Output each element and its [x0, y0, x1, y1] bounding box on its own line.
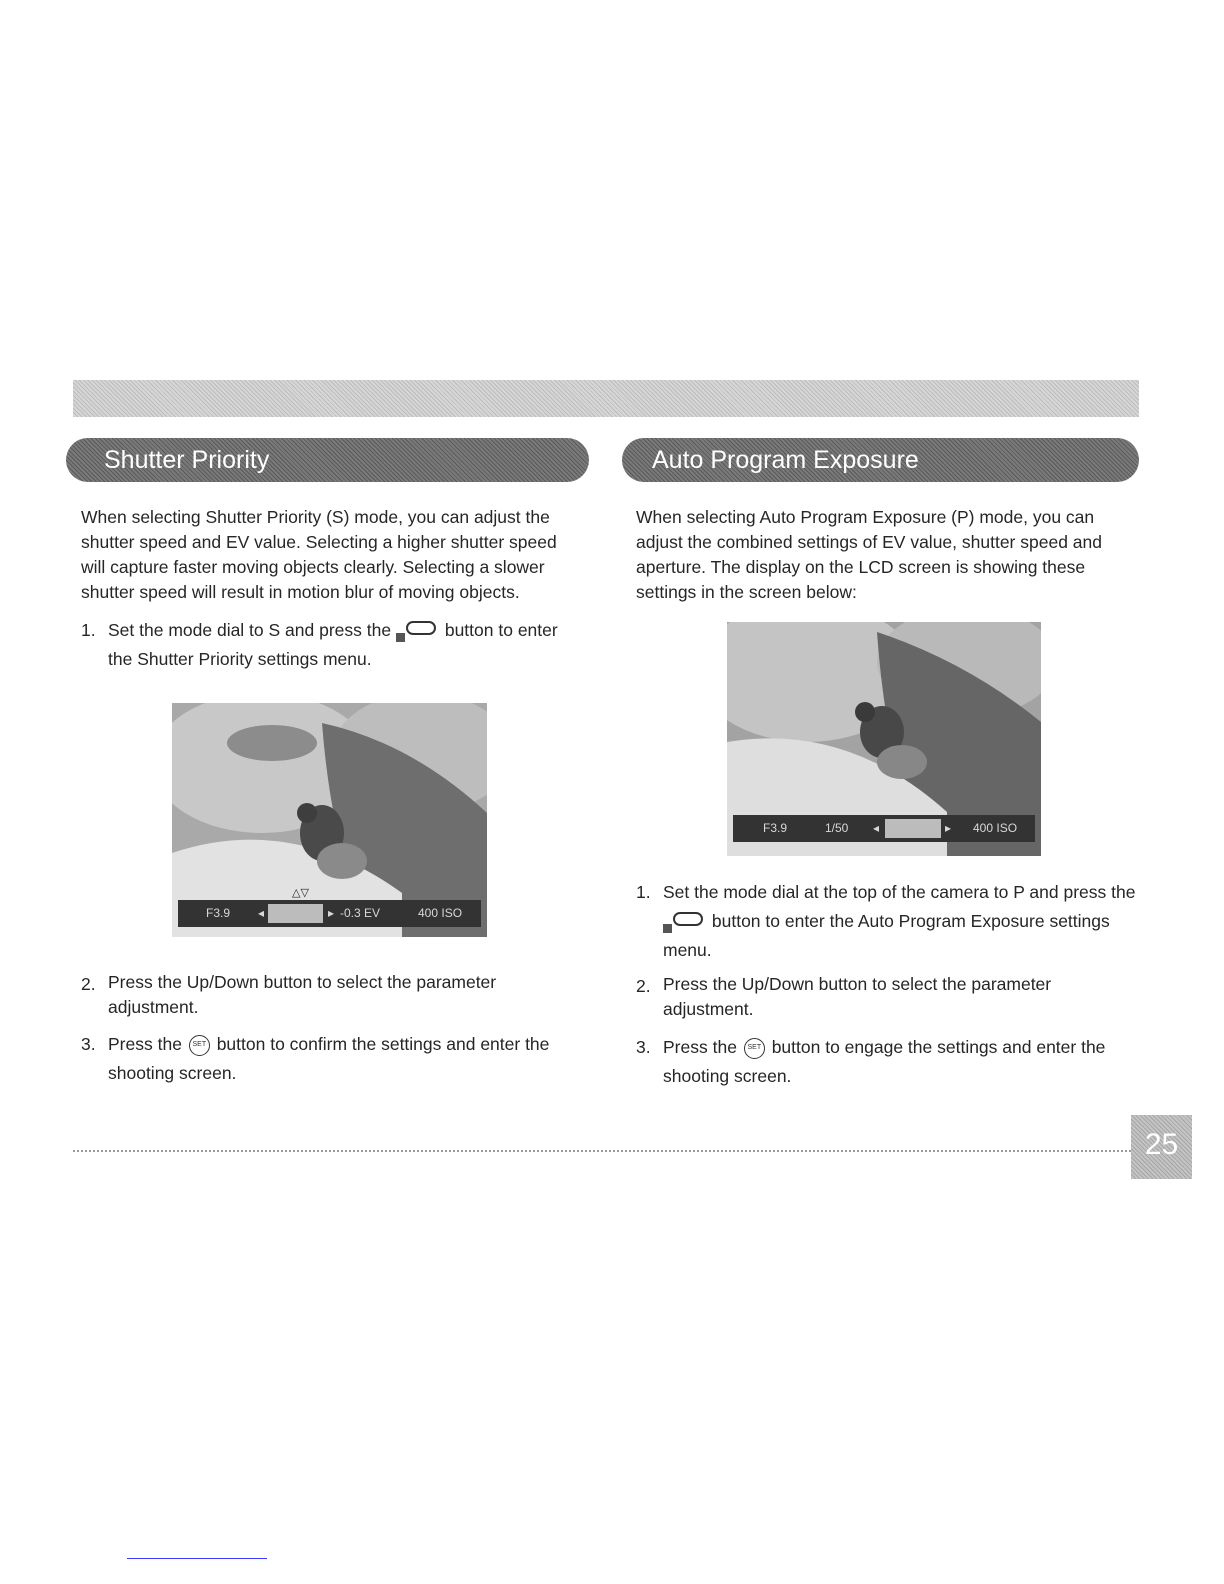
step-text: button to confirm the settings and enter the shooting screen. [108, 1034, 550, 1083]
step-text: Press the Up/Down button to select the parameter adjustment. [108, 972, 497, 1017]
step-number: 3. [81, 1034, 96, 1054]
aperture-value: F3.9 [763, 821, 788, 835]
step-text: Set the mode dial to S and press the [108, 620, 392, 640]
right-arrow-icon: ▸ [328, 906, 335, 920]
step-text: Set the mode dial at the top of the camera to P and press the [663, 882, 1136, 902]
iso-value: 400 ISO [973, 821, 1018, 835]
step-number: 1. [636, 882, 651, 902]
step-number: 3. [636, 1037, 651, 1057]
menu-button-icon [396, 619, 440, 643]
shutter-speed-slot [268, 904, 323, 923]
bottom-rule [127, 1558, 267, 1559]
ev-slot [885, 819, 941, 838]
ev-value: -0.3 EV [340, 906, 381, 920]
menu-button-icon [663, 910, 707, 934]
lcd-screen-auto-program [727, 622, 1041, 856]
header-band [73, 380, 1139, 417]
step-text: button to enter the Shutter Priority settings menu. [108, 620, 558, 669]
right-arrow-icon: ▸ [945, 821, 952, 835]
svg-text:△▽: △▽ [292, 886, 309, 899]
footer-rule [73, 1150, 1131, 1152]
step-number: 1. [81, 620, 96, 640]
set-button-icon: SET [189, 1035, 210, 1056]
section-heading-shutter-priority: Shutter Priority [66, 438, 589, 482]
left-step-2 [81, 970, 586, 1028]
step-text: Press the [108, 1034, 182, 1054]
step-text: Press the Up/Down button to select the parameter adjustment. [663, 974, 1052, 1019]
shutter-speed-value: 1/50 [825, 821, 849, 835]
set-button-icon: SET [744, 1038, 765, 1059]
step-number: 2. [81, 974, 96, 994]
step-text: button to engage the settings and enter the shooting screen. [663, 1037, 1106, 1086]
step-number: 2. [636, 976, 651, 996]
lcd-settings-bar [733, 815, 1035, 842]
left-arrow-icon: ◂ [258, 906, 265, 920]
lcd-settings-bar [178, 900, 481, 927]
lcd-screen-shutter-priority [172, 703, 487, 937]
aperture-value: F3.9 [206, 906, 231, 920]
left-arrow-icon: ◂ [873, 821, 880, 835]
shutter-priority-intro: When selecting Shutter Priority (S) mode, you can adjust the shutter speed and EV value. Selecting a higher shutter speed will capture faster moving objects clearly. Selecting a slower shutter speed will result in motion blur of moving objects. [81, 507, 557, 602]
right-step-2 [636, 972, 1136, 1030]
step-text: button to enter the Auto Program Exposure settings menu. [663, 911, 1110, 960]
auto-program-intro: When selecting Auto Program Exposure (P) mode, you can adjust the combined settings of EV value, shutter speed and aperture. The display on the LCD screen is showing these settings in the screen below: [636, 507, 1102, 602]
section-heading-auto-program-exposure: Auto Program Exposure [622, 438, 1139, 482]
page-number: 25 [1131, 1115, 1192, 1179]
step-text: Press the [663, 1037, 737, 1057]
iso-value: 400 ISO [418, 906, 463, 920]
right-step-1 [636, 878, 1136, 966]
